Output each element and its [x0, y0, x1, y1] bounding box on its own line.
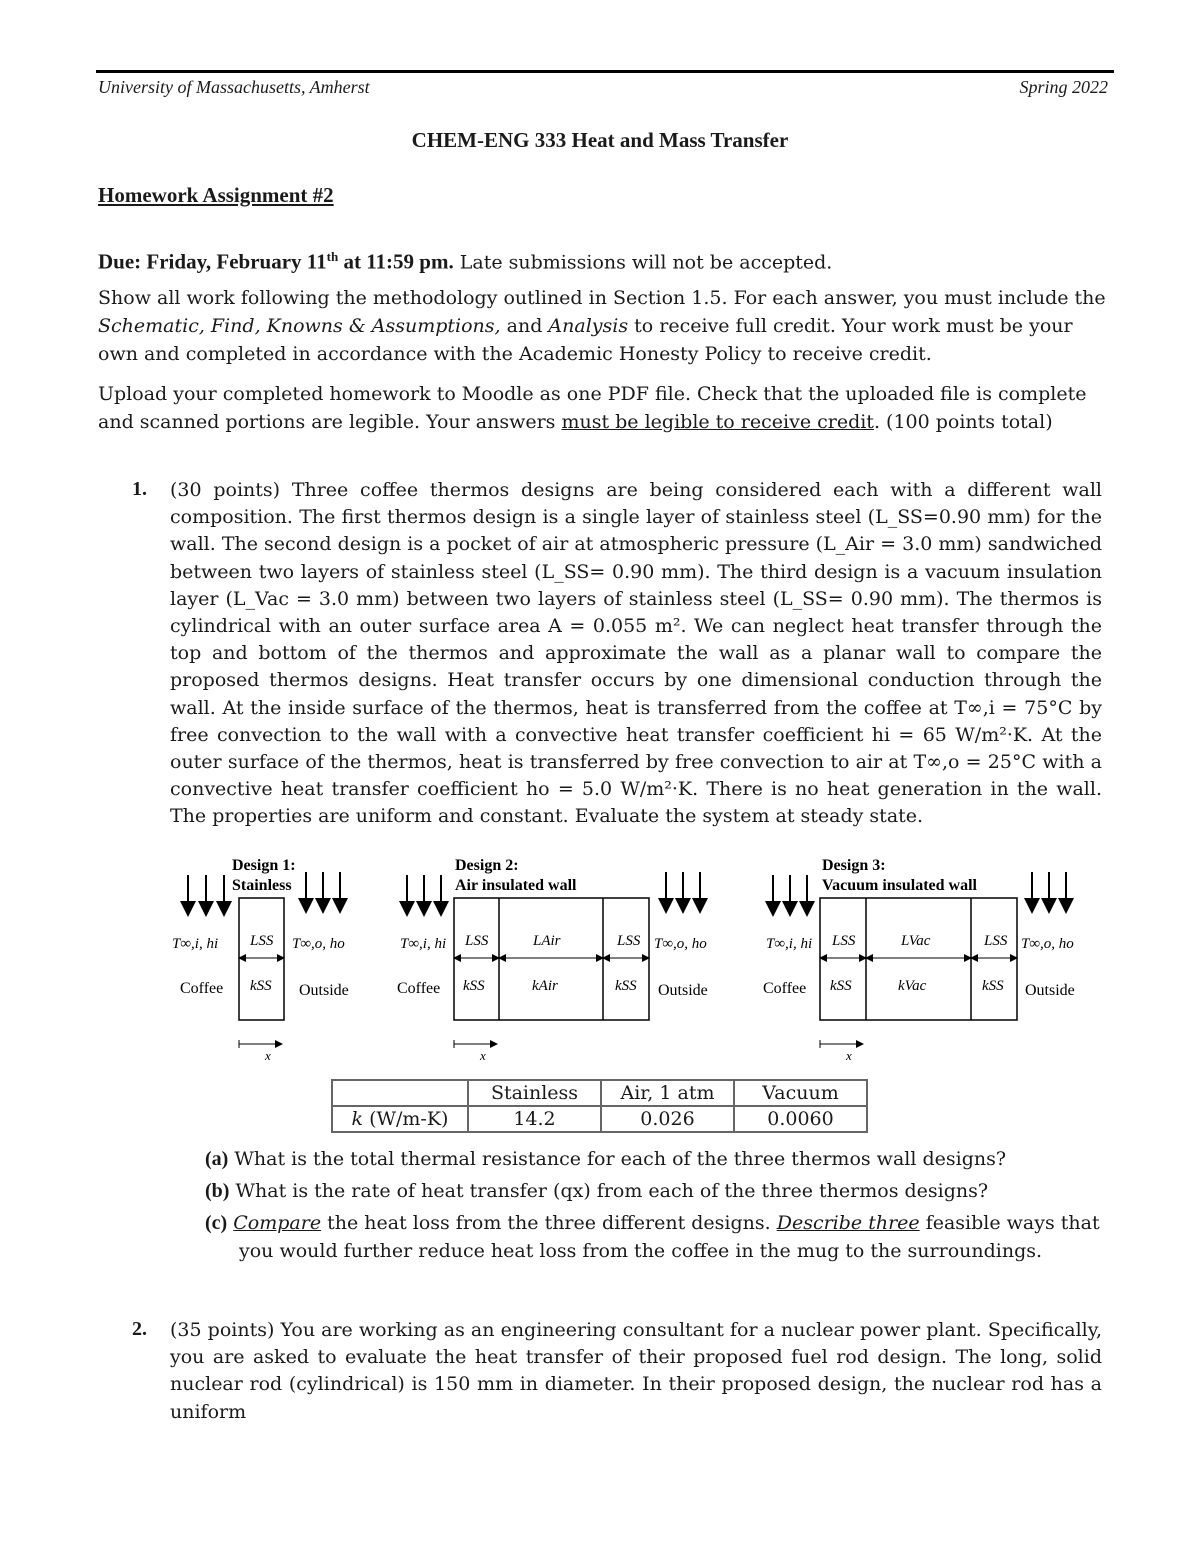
design3-left-arrows: [773, 875, 807, 915]
instr-underlined: must be legible to receive credit: [561, 411, 874, 433]
design3-right-arrows: [1032, 872, 1066, 912]
design3-L-ss-left: LSS: [832, 933, 856, 949]
design1-k-label: kSS: [250, 978, 272, 994]
instr-text: Show all work following the methodology outlined in Section 1.5. For each answer, you must include the: [98, 287, 1106, 309]
conductivity-table: [331, 1079, 868, 1133]
design3-title: Design 3:: [822, 857, 886, 874]
table-row: [332, 1106, 867, 1132]
instr-text: to receive full credit. Your work must be your own and completed in accordance with the Academic Honesty Policy to receive credit.: [98, 315, 1073, 365]
table-header-cell: [332, 1080, 468, 1106]
part-emphasis: Compare: [233, 1212, 322, 1234]
due-line: [98, 243, 1108, 276]
k-symbol: k: [351, 1108, 364, 1130]
design3-inside-conditions: T∞,i, hi: [766, 936, 813, 952]
part-text: feasible ways that you would further reduce heat loss from the coffee in the mug to the surroundings.: [239, 1212, 1100, 1262]
header-rule: [96, 70, 1114, 73]
design1-inside-conditions: T∞,i, hi: [172, 936, 219, 952]
design2-x-label: x: [480, 1048, 486, 1063]
design3-L-ss-right: LSS: [984, 933, 1008, 949]
due-label: Due: Friday, February 11: [98, 249, 327, 274]
design1-L-label: LSS: [250, 933, 274, 949]
question-1a: [205, 1145, 1105, 1173]
question-1b: [205, 1177, 1105, 1205]
design1-right-arrows: [306, 872, 340, 912]
design2-wall: [454, 898, 649, 1020]
design2-outside-label: Outside: [658, 982, 708, 999]
thermos-wall-diagram: [170, 850, 1090, 1065]
design2-k-air: kAir: [532, 978, 558, 994]
table-cell: 0.026: [601, 1106, 734, 1132]
question-2-number: 2.: [132, 1318, 147, 1340]
design2-title: Design 2:: [455, 857, 519, 874]
table-cell: 14.2: [468, 1106, 601, 1132]
design2-left-arrows: [407, 875, 441, 915]
part-label: (a): [205, 1148, 229, 1170]
semester: Spring 2022: [1019, 77, 1108, 97]
table-cell: 0.0060: [734, 1106, 867, 1132]
design3-L-vac: LVac: [901, 933, 931, 949]
design2-k-ss-right: kSS: [615, 978, 637, 994]
design2-outside-conditions: T∞,o, ho: [654, 936, 707, 952]
question-2-text: (35 points) You are working as an engineering consultant for a nuclear power plant. Specifically, you are asked to evaluate the heat transfer of their proposed fuel rod design. The long, solid nuclear rod (cylindrical) is 150 mm in diameter. In their proposed design, the nuclear rod has a uniform: [170, 1319, 1102, 1423]
table-header-row: [332, 1080, 867, 1106]
instr-text: . (100 points total): [873, 411, 1053, 433]
design1-title: Design 1:: [232, 857, 296, 874]
part-emphasis: Describe three: [776, 1212, 920, 1234]
design1-outside-conditions: T∞,o, ho: [292, 936, 345, 952]
design2-L-ss-right: LSS: [617, 933, 641, 949]
question-1-number: 1.: [132, 478, 147, 500]
design1-left-arrows: [188, 875, 224, 915]
instr-italic: Analysis: [548, 315, 629, 337]
question-1-text: (30 points) Three coffee thermos designs are being considered each with a different wall composition. The first thermos design is a single layer of stainless steel (L_SS=0.90 mm) for the wall. The second design is a pocket of air at atmospheric pressure (L_Air = 3.0 mm) sandwiched between two layers of stainless steel (L_SS= 0.90 mm). The third design is a vacuum insulation layer (L_Vac = 3.0 mm) between two layers of stainless steel (L_SS= 0.90 mm). The thermos is cylindrical with an outer surface area A = 0.055 m². We can neglect heat transfer through the top and bottom of the thermos and approximate the wall as a planar wall to compare the proposed thermos designs. Heat transfer occurs by one dimensional conduction through the wall. At the inside surface of the thermos, heat is transferred from the coffee at T∞,i = 75°C by free convection to the wall with a convective heat transfer coefficient hi = 65 W/m²·K. At the outer surface of the thermos, heat is transferred by free convection to air at T∞,o = 25°C with a convective heat transfer coefficient ho = 5.0 W/m²·K. There is no heat generation in the wall. The properties are uniform and constant. Evaluate the system at steady state.: [170, 479, 1102, 828]
table-header-cell: Vacuum: [734, 1080, 867, 1106]
design2-right-arrows: [666, 872, 700, 912]
part-text: What is the total thermal resistance for each of the three thermos wall designs?: [234, 1148, 1007, 1170]
part-label: (b): [205, 1180, 230, 1202]
due-note: Late submissions will not be accepted.: [453, 251, 833, 274]
university-name: University of Massachusetts, Amherst: [98, 77, 370, 97]
design2-L-ss-left: LSS: [465, 933, 489, 949]
design3-x-label: x: [846, 1048, 852, 1063]
instr-text: and: [500, 315, 549, 337]
design3-wall: [820, 898, 1017, 1020]
question-1c: [205, 1209, 1105, 1265]
design3-subtitle: Vacuum insulated wall: [822, 877, 977, 894]
design2-inside-conditions: T∞,i, hi: [400, 936, 447, 952]
design3-k-ss-left: kSS: [830, 978, 852, 994]
design1-outside-label: Outside: [299, 982, 349, 999]
design1-x-label: x: [265, 1048, 271, 1063]
design2-subtitle: Air insulated wall: [455, 877, 577, 894]
design3-k-vac: kVac: [898, 978, 927, 994]
design1-ss-wall: [239, 898, 284, 1020]
part-text: What is the rate of heat transfer (qx) from each of the three thermos designs?: [235, 1180, 989, 1202]
part-label: (c): [205, 1212, 228, 1234]
design2-coffee-label: Coffee: [397, 980, 441, 997]
instr-italic: Schematic, Find, Knowns & Assumptions,: [98, 315, 501, 337]
design3-coffee-label: Coffee: [763, 980, 807, 997]
design2-L-air: LAir: [533, 933, 561, 949]
table-row-label: [332, 1106, 468, 1132]
design3-k-ss-right: kSS: [982, 978, 1004, 994]
design1-coffee-label: Coffee: [180, 980, 224, 997]
part-text: the heat loss from the three different designs.: [321, 1212, 777, 1234]
table-header-cell: Stainless: [468, 1080, 601, 1106]
due-sup: th: [326, 249, 339, 264]
table-header-cell: Air, 1 atm: [601, 1080, 734, 1106]
k-unit: (W/m-K): [363, 1108, 449, 1130]
instr-text: Upload your completed homework to Moodle as one PDF file. Check that the uploaded file is complete and scanned portions are legible. Your answers: [98, 383, 1087, 433]
due-time: at 11:59 pm.: [338, 249, 454, 274]
instructions-paragraph-1: [98, 284, 1108, 368]
design1-subtitle: Stainless: [232, 877, 292, 894]
design3-outside-label: Outside: [1025, 982, 1075, 999]
instructions-paragraph-2: [98, 380, 1108, 436]
design2-k-ss-left: kSS: [463, 978, 485, 994]
course-title: CHEM-ENG 333 Heat and Mass Transfer: [411, 128, 789, 152]
assignment-title: Homework Assignment #2: [98, 183, 334, 207]
design3-outside-conditions: T∞,o, ho: [1021, 936, 1074, 952]
